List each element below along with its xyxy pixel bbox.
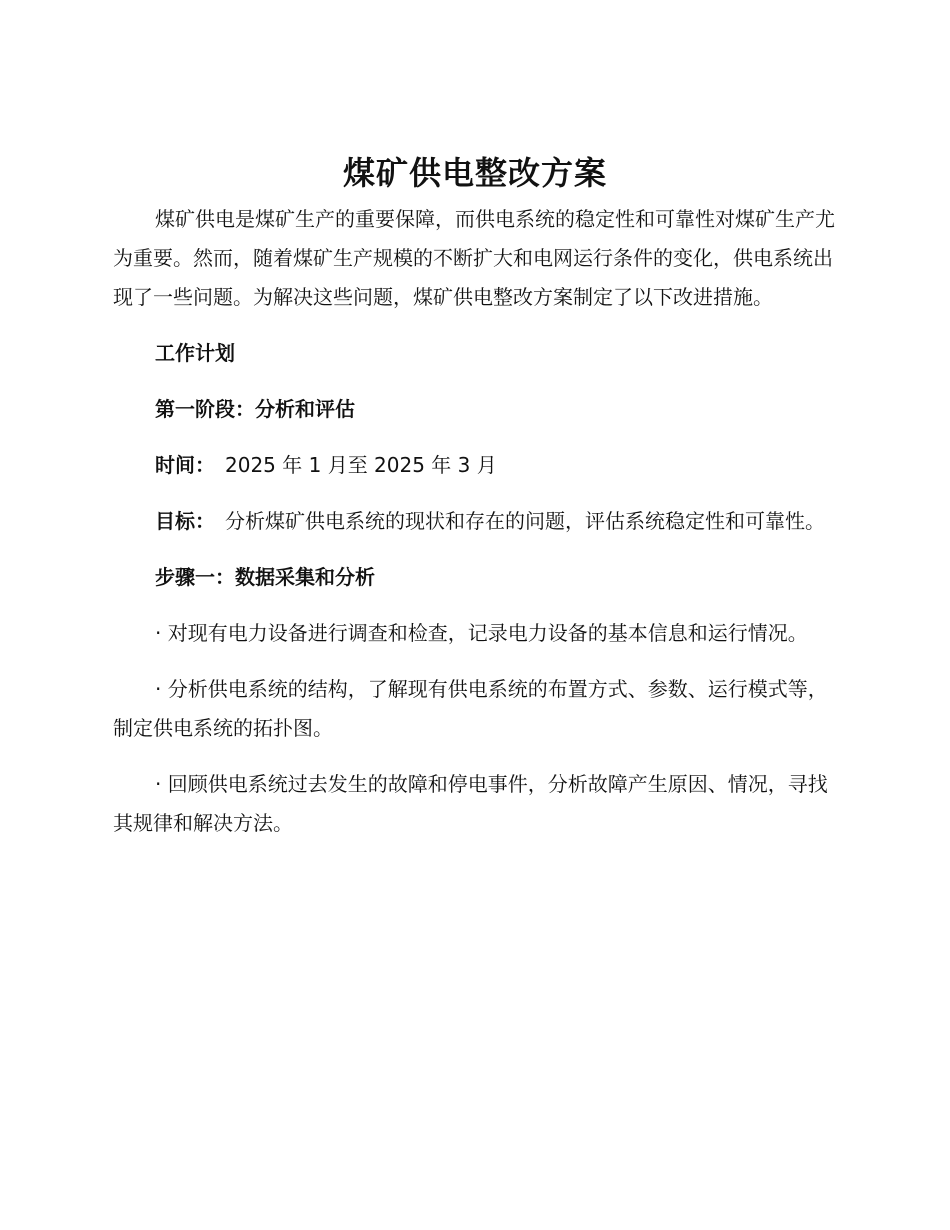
intro-paragraph: 煤矿供电是煤矿生产的重要保障，而供电系统的稳定性和可靠性对煤矿生产尤为重要。然而，随着煤矿生产规模的不断扩大和电网运行条件的变化，供电系统出现了一些问题。为解决这些问题，煤矿供电整改方案制定了以下改进措施。 <box>113 207 835 309</box>
time-value: 2025 年 1 月至 2025 年 3 月 <box>225 453 497 477</box>
bullet-item: · 分析供电系统的结构，了解现有供电系统的布置方式、参数、运行模式等，制定供电系统的拓扑图。 <box>113 677 828 740</box>
document-body <box>113 200 837 860</box>
step1-heading: 步骤一：数据采集和分析 <box>155 565 375 589</box>
time-label: 时间： <box>155 453 215 477</box>
bullet-item: · 对现有电力设备进行调查和检查，记录电力设备的基本信息和运行情况。 <box>155 621 808 645</box>
work-plan-heading: 工作计划 <box>155 341 235 365</box>
goal-label: 目标： <box>155 509 215 533</box>
document-title: 煤矿供电整改方案 <box>342 154 607 192</box>
bullet-item: · 回顾供电系统过去发生的故障和停电事件，分析故障产生原因、情况，寻找其规律和解决方法。 <box>113 772 828 835</box>
phase1-heading: 第一阶段：分析和评估 <box>155 397 355 421</box>
goal-value: 分析煤矿供电系统的现状和存在的问题，评估系统稳定性和可靠性。 <box>225 509 825 533</box>
time-line <box>113 446 837 485</box>
goal-line <box>113 502 837 541</box>
